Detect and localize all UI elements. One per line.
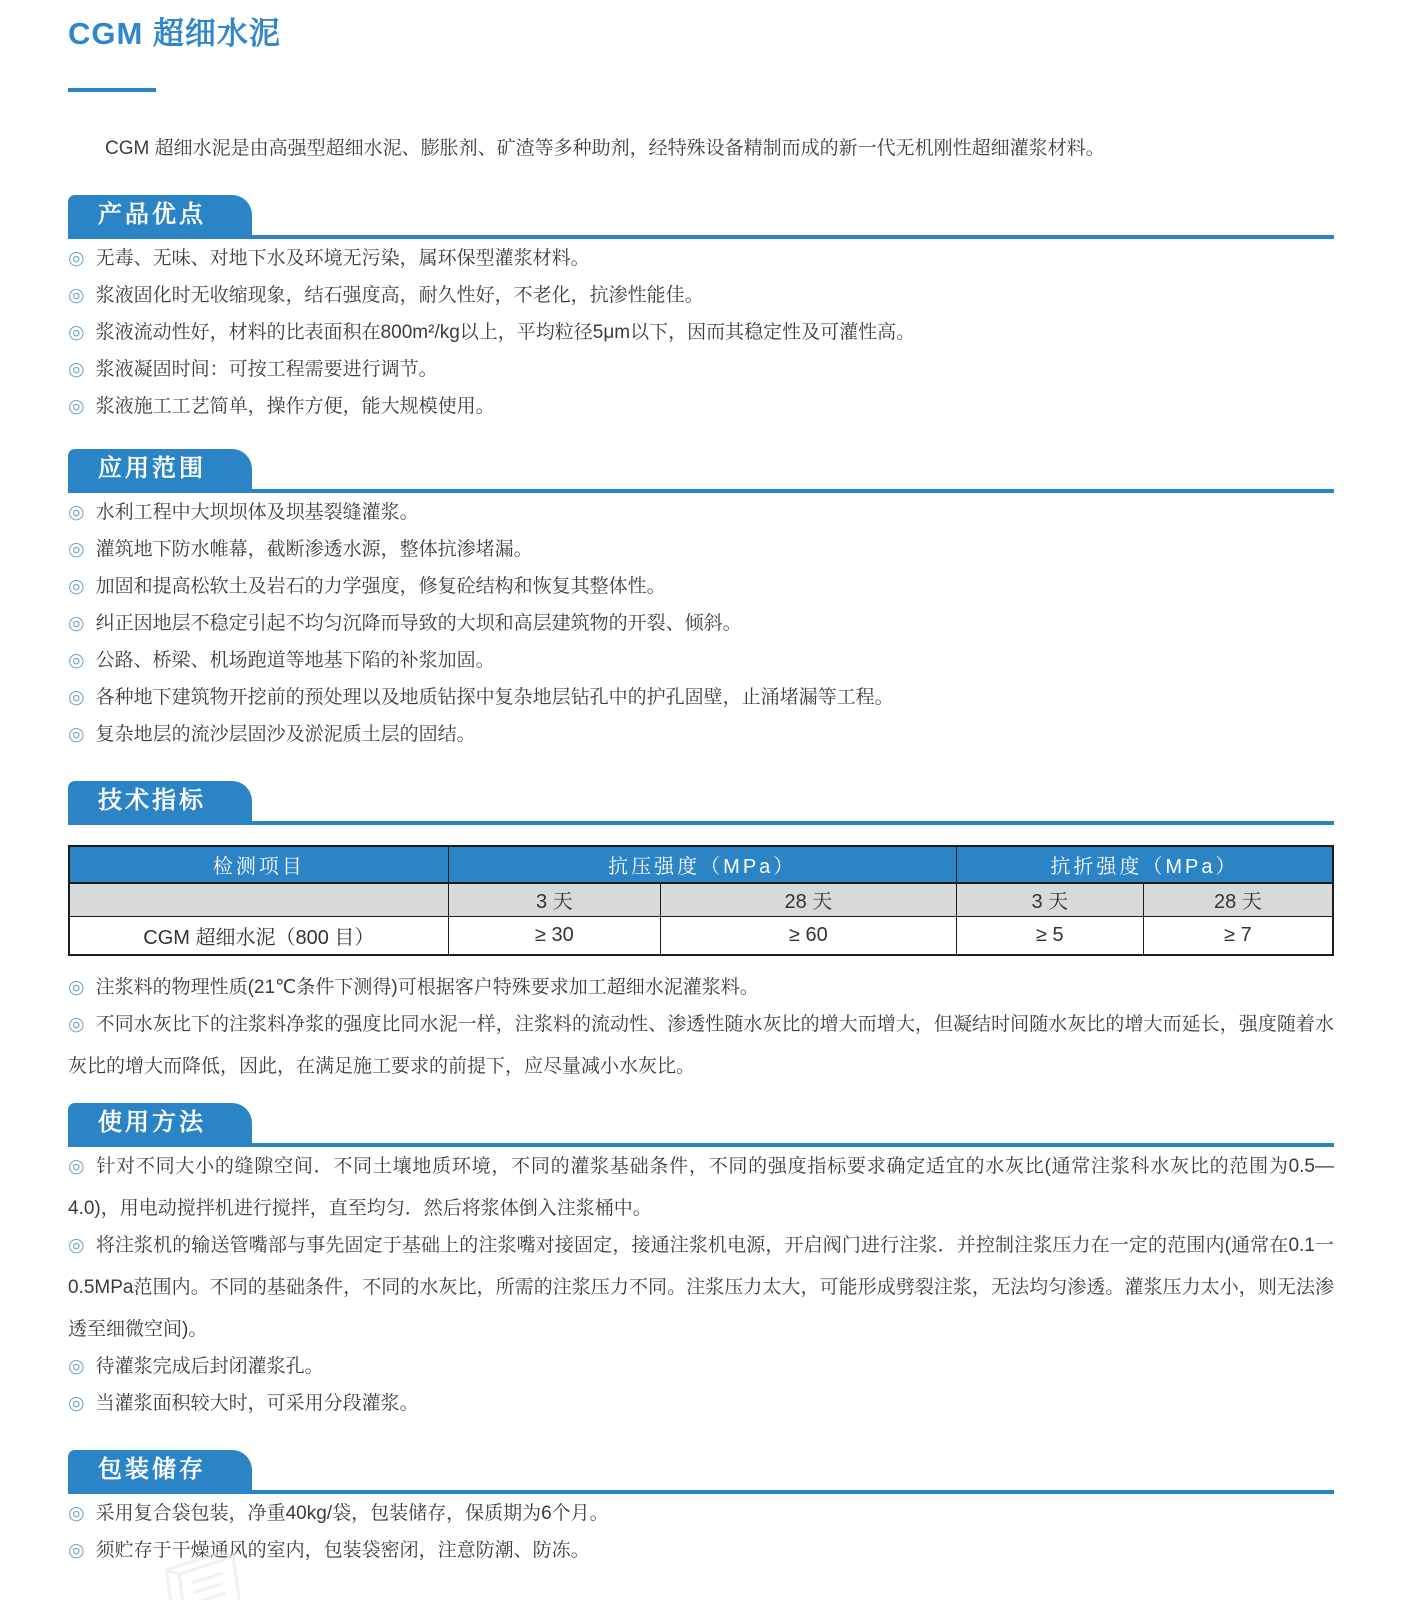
section-tab-usage: 使用方法 [68, 1103, 252, 1143]
bullet-icon: ◎ [68, 1539, 85, 1561]
intro-paragraph: CGM 超细水泥是由高强型超细水泥、膨胀剂、矿渣等多种助剂，经特殊设备精制而成的新一代无机刚性超细灌浆材料。 [105, 138, 1105, 160]
table-header-test-item: 检测项目 [69, 846, 448, 883]
table-header-flexural: 抗折强度（MPa） [956, 846, 1333, 883]
list-item-text: 浆液施工工艺简单，操作方便，能大规模使用。 [95, 395, 495, 417]
list-item-text: 纠正因地层不稳定引起不均匀沉降而导致的大坝和高层建筑物的开裂、倾斜。 [95, 612, 742, 634]
bullet-icon: ◎ [68, 358, 85, 380]
list-item-text: 浆液固化时无收缩现象，结石强度高，耐久性好，不老化，抗渗性能佳。 [95, 284, 704, 306]
table-subheader-empty [69, 883, 448, 917]
bullet-icon: ◎ [68, 1013, 85, 1035]
applications-list [68, 492, 1334, 756]
list-item [68, 714, 1334, 756]
section-tab-specs: 技术指标 [68, 781, 252, 821]
list-item-text: 公路、桥梁、机场跑道等地基下陷的补浆加固。 [95, 649, 495, 671]
list-item-text: 水利工程中大坝坝体及坝基裂缝灌浆。 [95, 501, 419, 523]
bullet-icon: ◎ [68, 575, 85, 597]
list-item-text: 复杂地层的流沙层固沙及淤泥质土层的固结。 [95, 723, 476, 745]
list-item-text: 针对不同大小的缝隙空间．不同土壤地质环境，不同的灌浆基础条件，不同的强度指标要求确定适宜的水灰比(通常注浆科水灰比的范围为0.5—4.0)，用电动搅拌机进行搅拌，直至均匀．然后将浆体倒入注浆桶中。 [68, 1155, 1334, 1219]
list-item [68, 677, 1334, 719]
table-subheader-3d: 3 天 [448, 883, 660, 917]
list-item [68, 1225, 1334, 1351]
table-header-compressive: 抗压强度（MPa） [448, 846, 956, 883]
list-item [68, 603, 1334, 645]
list-item [68, 238, 1334, 280]
section-tab-storage: 包装储存 [68, 1450, 252, 1490]
note-item [68, 967, 1334, 1009]
list-item-text: 当灌浆面积较大时，可采用分段灌浆。 [95, 1392, 419, 1414]
list-item [68, 386, 1334, 428]
list-item [68, 1146, 1334, 1230]
bullet-icon: ◎ [68, 976, 85, 998]
bullet-icon: ◎ [68, 649, 85, 671]
title-underline [68, 88, 156, 92]
note-item [68, 1004, 1334, 1088]
section-application-scope [68, 449, 1334, 756]
section-tab-applications: 应用范围 [68, 449, 252, 489]
list-item-text: 须贮存于干燥通风的室内，包装袋密闭，注意防潮、防冻。 [95, 1539, 590, 1561]
bullet-icon: ◎ [68, 1392, 85, 1414]
section-technical-specs [68, 781, 1334, 1088]
list-item [68, 492, 1334, 534]
section-rule [68, 821, 1334, 825]
bullet-icon: ◎ [68, 538, 85, 560]
list-item-text: 浆液流动性好，材料的比表面积在800m²/kg以上，平均粒径5μm以下，因而其稳定性及可灌性高。 [95, 321, 916, 343]
bullet-icon: ◎ [68, 723, 85, 745]
bullet-icon: ◎ [68, 284, 85, 306]
bullet-icon: ◎ [68, 247, 85, 269]
note-text: 注浆料的物理性质(21℃条件下测得)可根据客户特殊要求加工超细水泥灌浆料。 [95, 976, 759, 998]
bullet-icon: ◎ [68, 1155, 86, 1177]
bullet-icon: ◎ [68, 1234, 85, 1256]
section-usage-method [68, 1103, 1334, 1425]
table-subheader-28d: 28 天 [1143, 883, 1333, 917]
list-item [68, 566, 1334, 608]
cement-bag-watermark-image [140, 1548, 310, 1600]
section-product-advantages [68, 195, 1334, 428]
list-item-text: 待灌浆完成后封闭灌浆孔。 [95, 1355, 324, 1377]
bullet-icon: ◎ [68, 501, 85, 523]
page-title: CGM 超细水泥 [68, 16, 281, 51]
usage-list [68, 1146, 1334, 1425]
spec-table [68, 845, 1334, 956]
bullet-icon: ◎ [68, 321, 85, 343]
table-subheader-28d: 28 天 [661, 883, 957, 917]
table-cell-product-name: CGM 超细水泥（800 目） [69, 917, 448, 955]
bullet-icon: ◎ [68, 1355, 85, 1377]
list-item [68, 349, 1334, 391]
advantages-list [68, 238, 1334, 428]
list-item [68, 1493, 1334, 1535]
list-item-text: 无毒、无味、对地下水及环境无污染，属环保型灌浆材料。 [95, 247, 590, 269]
list-item-text: 采用复合袋包装，净重40kg/袋，包装储存，保质期为6个月。 [95, 1502, 609, 1524]
list-item [68, 1346, 1334, 1388]
section-tab-advantages: 产品优点 [68, 195, 252, 235]
table-cell-value: ≥ 60 [661, 917, 957, 955]
bullet-icon: ◎ [68, 1502, 85, 1524]
table-cell-value: ≥ 30 [448, 917, 660, 955]
bullet-icon: ◎ [68, 612, 85, 634]
bullet-icon: ◎ [68, 686, 85, 708]
note-text: 不同水灰比下的注浆料净浆的强度比同水泥一样，注浆料的流动性、渗透性随水灰比的增大而增大，但凝结时间随水灰比的增大而延长，强度随着水灰比的增大而降低，因此，在满足施工要求的前提下，应尽量减小水灰比。 [68, 1013, 1334, 1077]
list-item-text: 将注浆机的输送管嘴部与事先固定于基础上的注浆嘴对接固定，接通注浆机电源，开启阀门进行注浆．并控制注浆压力在一定的范围内(通常在0.1一0.5MPa范围内。不同的基础条件，不同的水灰比，所需的注浆压力不同。注浆压力太大，可能形成劈裂注浆，无法均匀渗透。灌浆压力太小，则无法渗透至细微空间)。 [68, 1234, 1334, 1340]
list-item [68, 640, 1334, 682]
list-item [68, 1383, 1334, 1425]
list-item-text: 各种地下建筑物开挖前的预处理以及地质钻探中复杂地层钻孔中的护孔固壁，止涌堵漏等工程。 [95, 686, 894, 708]
list-item-text: 浆液凝固时间：可按工程需要进行调节。 [95, 358, 438, 380]
list-item-text: 加固和提高松软土及岩石的力学强度，修复砼结构和恢复其整体性。 [95, 575, 666, 597]
table-cell-value: ≥ 5 [956, 917, 1143, 955]
table-subheader-3d: 3 天 [956, 883, 1143, 917]
list-item-text: 灌筑地下防水帷幕，截断渗透水源，整体抗渗堵漏。 [95, 538, 533, 560]
list-item [68, 275, 1334, 317]
spec-notes [68, 967, 1334, 1088]
list-item [68, 529, 1334, 571]
table-cell-value: ≥ 7 [1143, 917, 1333, 955]
bullet-icon: ◎ [68, 395, 85, 417]
list-item [68, 312, 1334, 354]
